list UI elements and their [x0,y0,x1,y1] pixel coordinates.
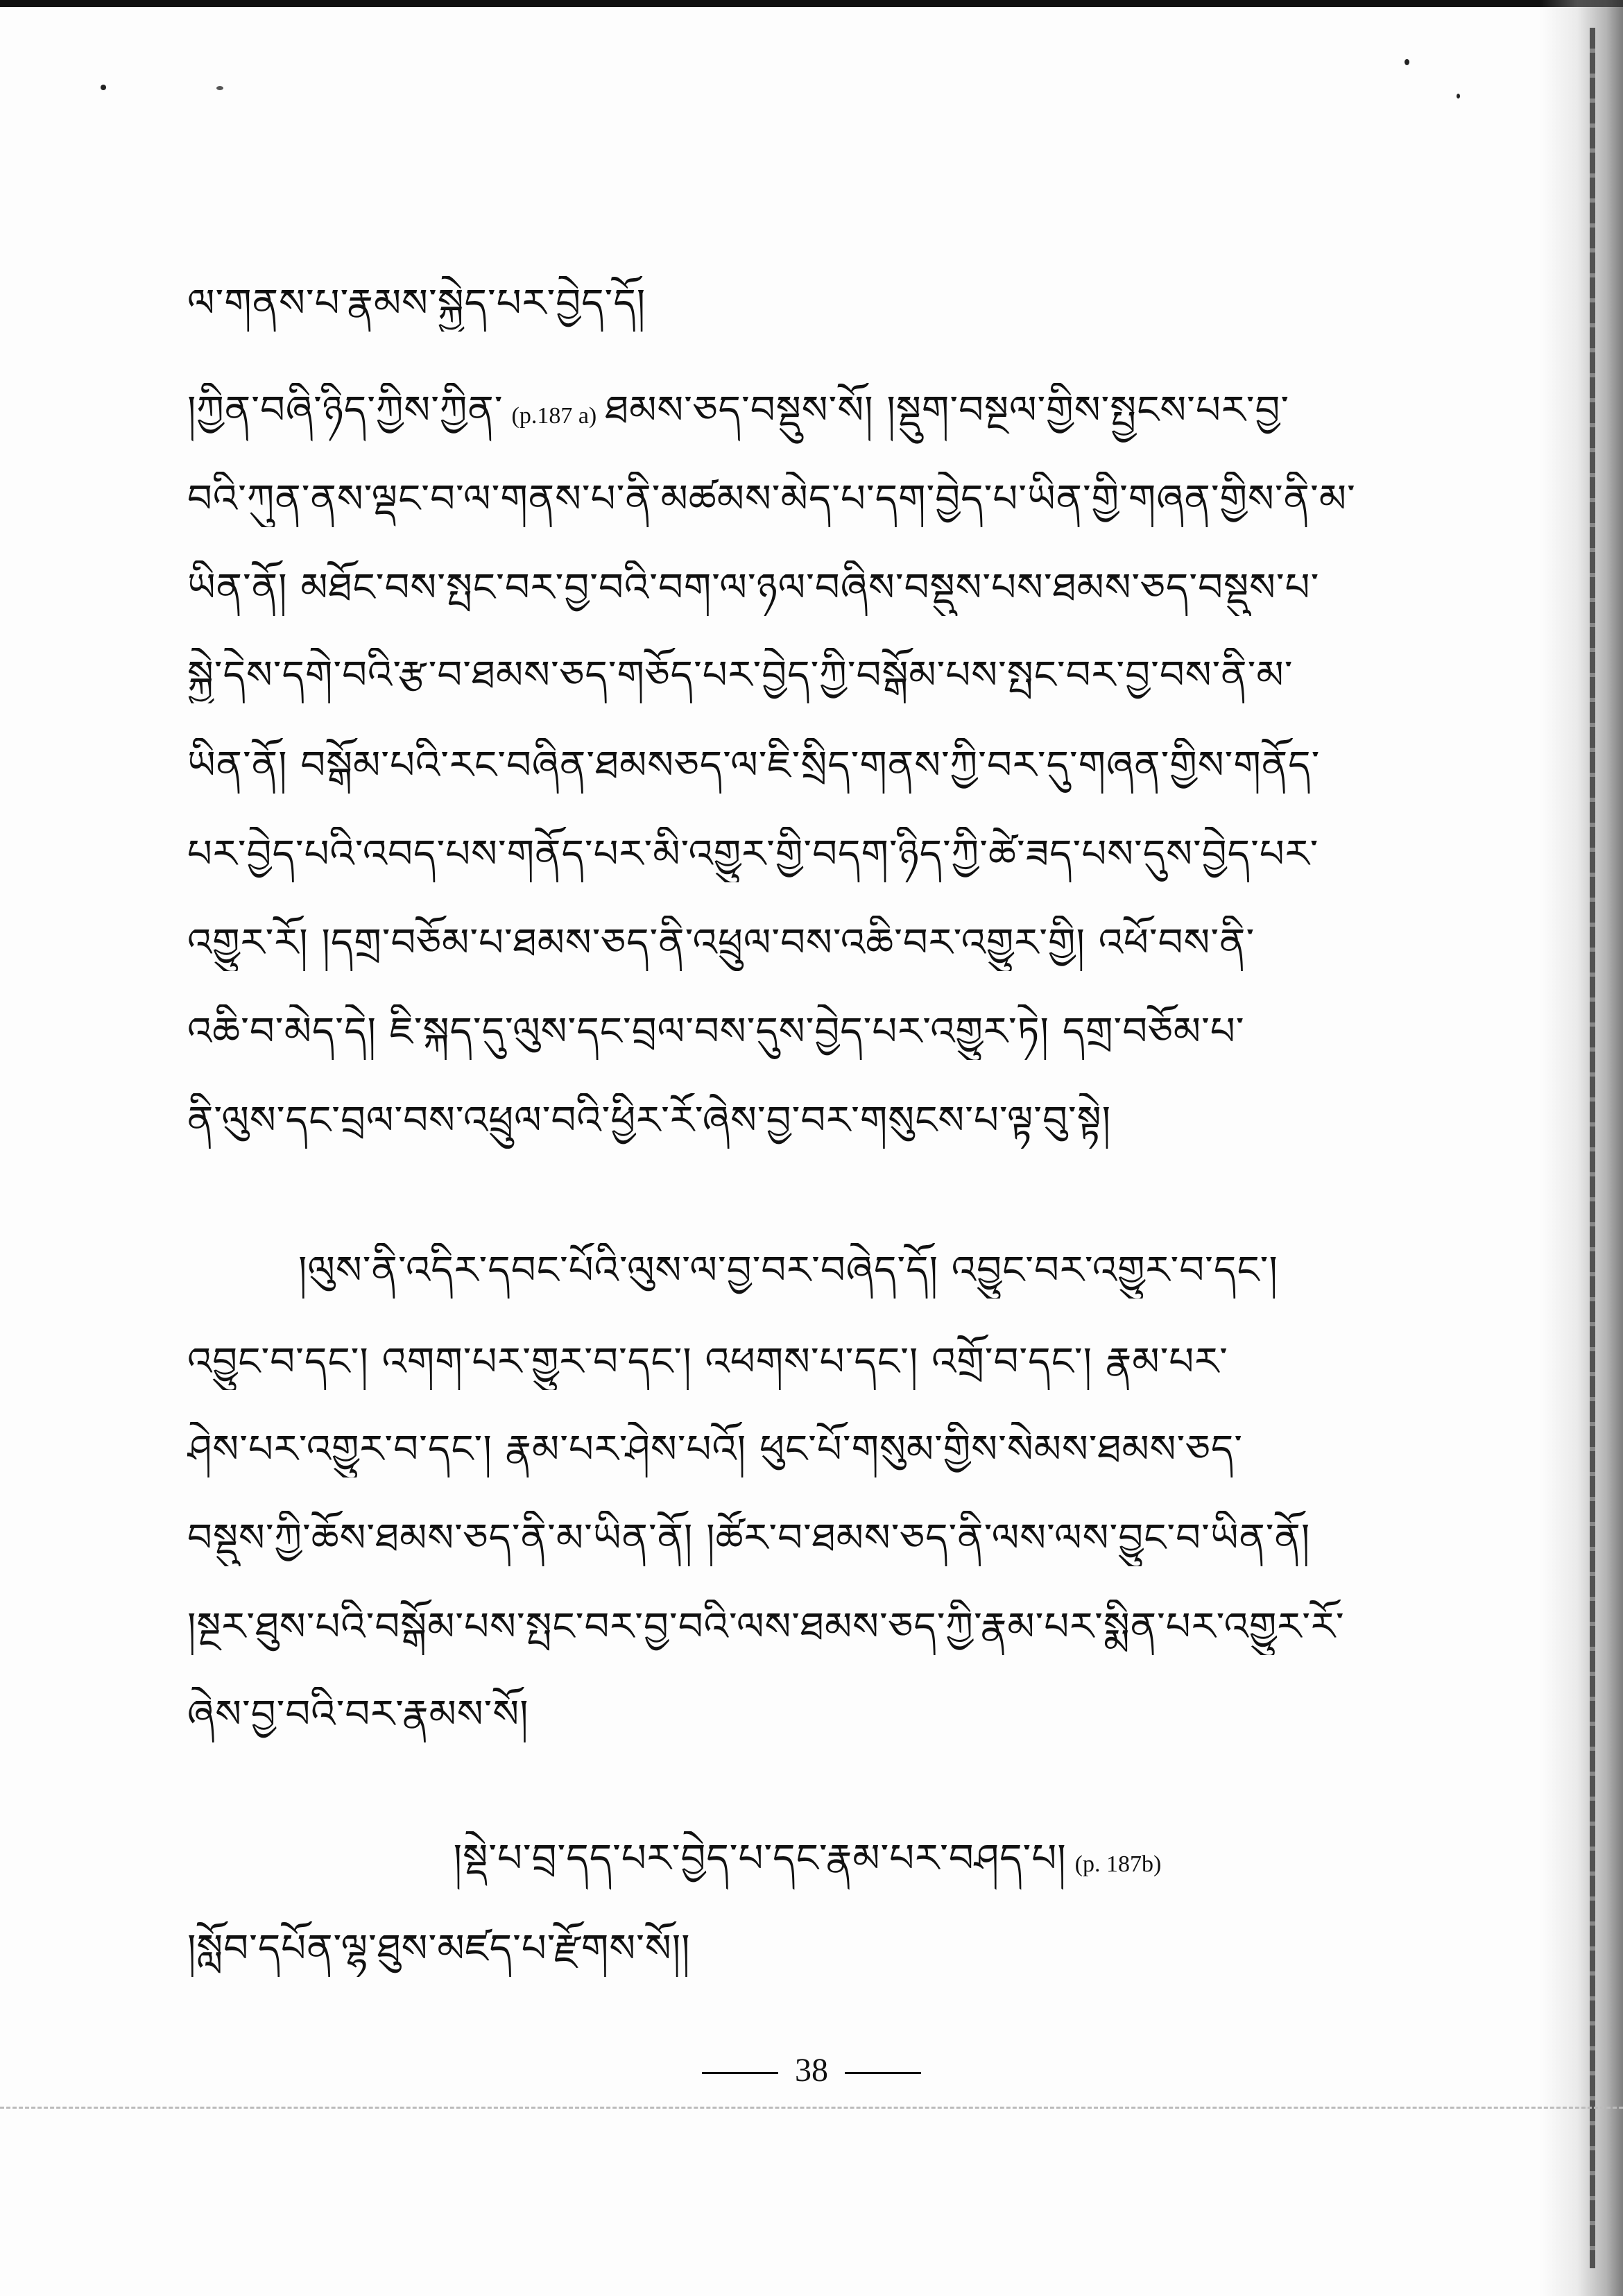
scan-speck [1405,59,1409,65]
text-line-9: འཆི་བ་མེད་དེ། ཇི་སྐད་དུ་ལུས་དང་བྲལ་བས་དུས་བྱེད་པར་འགྱུར་ཏེ། དགྲ་བཅོམ་པ་ [187,1009,1245,1054]
colophon-heading: །སྡེ་པ་བྲ་དད་པར་བྱེད་པ་དང་རྣམ་པར་བཤད་པ། (p. 187b) [453,1836,1162,1881]
text-line-13: ཤེས་པར་འགྱུར་བ་དང་། རྣམ་པར་ཤེས་པའོ། ཕུང་པོ་གསུམ་གྱིས་སེམས་ཐམས་ཅད་ [187,1427,1244,1472]
text-line-4: ཡིན་ནོ། མཐོང་བས་སྤང་བར་བྱ་བའི་བག་ལ་ཉལ་བཞིས་བསྡུས་པས་ཐམས་ཅད་བསྡུས་པ་ [187,565,1320,610]
page-number [0,2050,1623,2091]
folio-rule-right [845,2072,921,2074]
text-line-6: ཡིན་ནོ། བསྒོམ་པའི་རང་བཞིན་ཐམསཅད་ལ་ཇི་སྲིད་གནས་ཀྱི་བར་དུ་གཞན་གྱིས་གནོད་ [187,743,1321,788]
text-line-5: སྐྱེ་དེས་དགེ་བའི་རྩ་བ་ཐམས་ཅད་གཅོད་པར་བྱེད་ཀྱི་བསྒོམ་པས་སྤང་བར་བྱ་བས་ནི་མ་ [187,653,1294,698]
text-line-3: བའི་ཀུན་ནས་ལྡང་བ་ལ་གནས་པ་ནི་མཚམས་མེད་པ་དག་བྱེད་པ་ཡིན་གྱི་གཞན་གྱིས་ནི་མ་ [187,477,1356,522]
folio-rule-left [702,2072,778,2074]
text-line-12: འབྱུང་བ་དང་། འགག་པར་གྱུར་བ་དང་། འཕགས་པ་དང་། འགྲོ་བ་དང་། རྣམ་པར་ [187,1339,1228,1385]
text-line-10: ནི་ལུས་དང་བྲལ་བས་འཕྲུལ་བའི་ཕྱིར་རོ་ཞེས་བྱ་བར་གསུངས་པ་ལྟ་བུ་སྟེ། [187,1098,1112,1143]
scan-speck [216,86,223,90]
scan-speck [101,85,106,90]
colophon-line: །སློབ་དཔོན་ལྷ་ཐུས་མཛད་པ་རྫོགས་སོ།། [187,1926,691,1971]
page-number-value: 38 [795,2052,828,2089]
text-line-2: །ཀྱིན་བཞི་ཉིད་ཀྱིས་ཀྱིན་ (p.187 a) ཐམས་ཅད་བསྡུས་སོ། །སྡུག་བསྔལ་གྱིས་སྤྱངས་པར་བྱ་ [187,388,1290,433]
scan-speck [1457,94,1460,98]
text-line-15: །སྔར་ཐུས་པའི་བསྒོམ་པས་སྤང་བར་བྱ་བའི་ལས་ཐམས་ཅད་ཀྱི་རྣམ་པར་སྨིན་པར་འགྱུར་རོ་ [187,1604,1345,1650]
page-reference: (p.187 a) [511,403,597,429]
text-line-7: པར་བྱེད་པའི་འབད་པས་གནོད་པར་མི་འགྱུར་གྱི་བདག་ཉིད་ཀྱི་ཚེ་ཟད་པས་དུས་བྱེད་པར་ [187,832,1319,877]
text-line-8: འགྱུར་རོ། །དགྲ་བཅོམ་པ་ཐམས་ཅད་ནི་འཕྲུལ་བས་འཆི་བར་འགྱུར་གྱི། འཕོ་བས་ནི་ [187,920,1255,966]
text-line-14: བསྡུས་ཀྱི་ཆོས་ཐམས་ཅད་ནི་མ་ཡིན་ནོ། །ཚོར་བ་ཐམས་ཅད་ནི་ལས་ལས་བྱུང་བ་ཡིན་ནོ། [187,1516,1311,1561]
text-line-16: ཞེས་བྱ་བའི་བར་རྣམས་སོ། [187,1692,529,1737]
text-line-11: །ལུས་ནི་འདིར་དབང་པོའི་ལུས་ལ་བྱ་བར་བཞེད་དོ། འབྱུང་བར་འགྱུར་བ་དང་། [298,1248,1278,1293]
page-reference: (p. 187b) [1074,1851,1162,1877]
scan-dashed-line [0,2107,1623,2109]
top-border [0,0,1623,7]
text-line-1: ལ་གནས་པ་རྣམས་སྐྱེད་པར་བྱེད་དོ། [187,281,646,326]
scan-edge-shadow [1540,0,1623,2296]
binding-edge [1590,28,1595,2268]
